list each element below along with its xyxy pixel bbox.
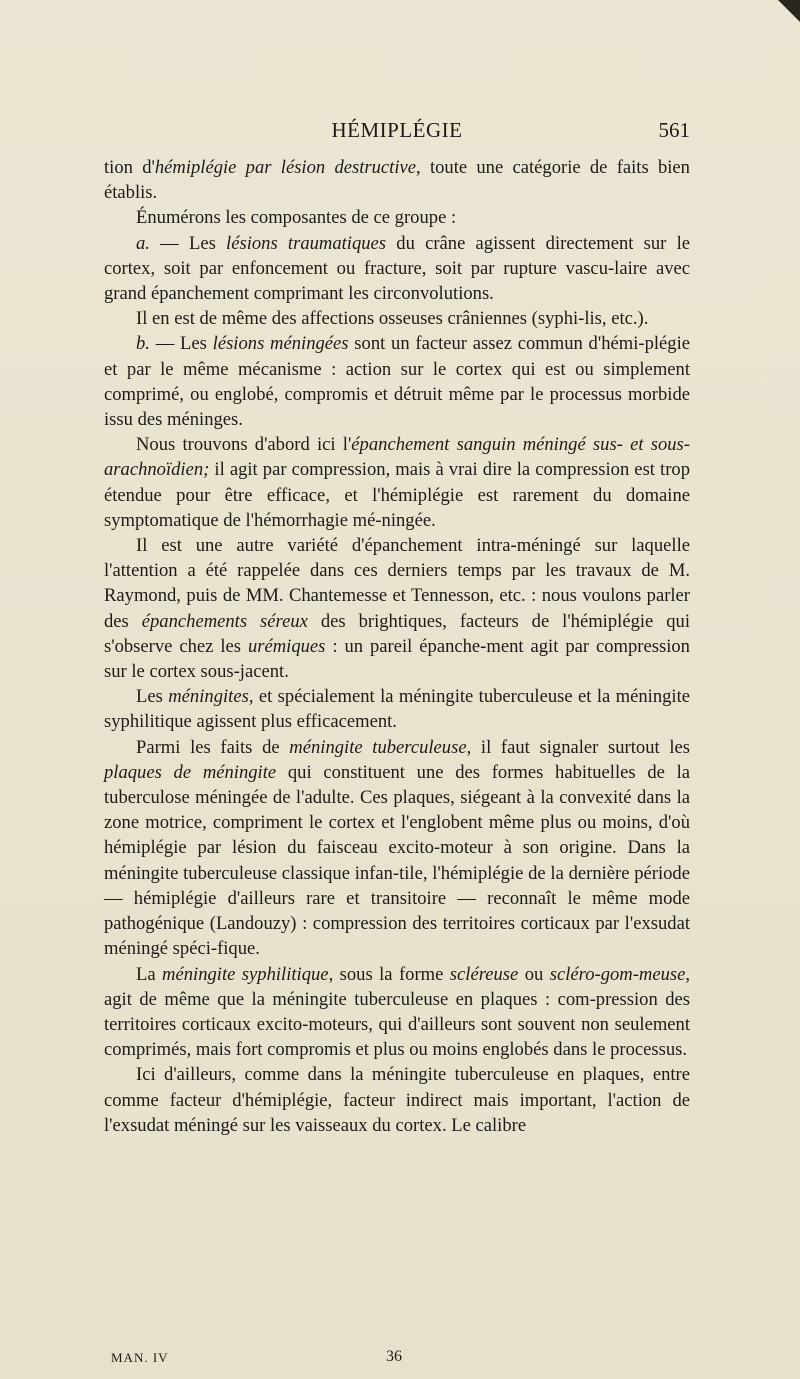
text-run: Parmi les faits de [136, 736, 290, 758]
body-text [104, 155, 690, 1138]
text-run: Nous trouvons d'abord ici l' [136, 434, 352, 456]
italic-text: méningite tuberculeuse [289, 736, 467, 758]
italic-text: plaques de méningite [104, 761, 277, 783]
text-run: Ici d'ailleurs, comme dans la méningite tuberculeuse en plaques, entre comme facteur d'hémiplégie, facteur indirect mais important, l'action de l'exsudat méningé sur les vaisseaux du cortex. Le calibre [104, 1064, 690, 1136]
page-header [104, 118, 690, 148]
text-run: , il faut signaler surtout les [466, 736, 690, 758]
paragraph [104, 205, 690, 230]
paragraph [104, 306, 690, 331]
italic-text: épanchement sanguin méningé sus- et sous-arachnoïdien; [104, 434, 690, 481]
text-run: Les [136, 686, 169, 708]
italic-text: épanchements séreux [141, 610, 308, 632]
paragraph [104, 735, 690, 962]
italic-text: b. [136, 333, 150, 355]
italic-text: méningites [168, 686, 249, 708]
printer-signature: MAN. IV [111, 1350, 169, 1365]
paragraph [104, 962, 690, 1063]
page-number: 561 [658, 118, 690, 142]
text-run: Il en est de même des affections osseuses crâniennes (syphi-lis, etc.). [136, 308, 649, 330]
running-head: HÉMIPLÉGIE [331, 118, 463, 142]
italic-text: lésions méningées [212, 333, 349, 355]
paragraph [104, 155, 690, 205]
text-run: sont un facteur assez commun d'hémi-plégie et par le même mécanisme : action sur le cortex qui est ou simplement comprimé, ou englobé, compromis et détruit même par le processus morbide issu des méninges. [104, 333, 690, 431]
text-run: Énumérons les composantes de ce groupe : [136, 207, 457, 229]
italic-text: scléro-gom-meuse [549, 963, 686, 985]
paragraph [104, 1062, 690, 1138]
text-run: La [136, 963, 163, 985]
page-corner-mark [778, 0, 800, 22]
text-run: : un pareil épanche-ment agit par compression sur le cortex sous-jacent. [104, 635, 690, 683]
text-run: qui constituent une des formes habituelles de la tuberculose méningée de l'adulte. Ces plaques, siégeant à la convexité dans la zone motrice, compriment le cortex et l'englobent même plus ou moins, d'où hémiplégie par lésion du faisceau excito-moteur à son origine. Dans la méningite tuberculeuse classique infan-tile, l'hémiplégie de la dernière période — hémiplégie d'ailleurs rare et transitoire — reconnaît le même mode pathogénique (Landouzy) : compression des territoires corticaux par l'exsudat méningé spéci-fique. [104, 761, 691, 960]
italic-text: lésions traumatiques [226, 232, 387, 254]
paragraph [104, 231, 690, 307]
text-run: , toute une catégorie de faits bien établis. [104, 157, 690, 204]
text-run: , sous la forme [328, 963, 450, 985]
text-run: ou [518, 963, 550, 985]
text-run: — Les [149, 232, 227, 254]
page-footer [104, 1350, 690, 1370]
italic-text: urémiques [247, 635, 326, 657]
paragraph [104, 432, 690, 533]
text-run: il agit par compression, mais à vrai dire la compression est trop étendue pour être efficace, et l'hémiplégie est rarement du domaine symptomatique de l'hémorrhagie mé-ningée. [104, 459, 690, 531]
italic-text: méningite syphilitique [162, 963, 329, 985]
italic-text: scléreuse [449, 963, 519, 985]
text-run: , agit de même que la méningite tuberculeuse en plaques : com-pression des territoires corticaux excito-moteurs, qui d'ailleurs sont souvent non seulement comprimés, mais fort compromis et plus ou moins englobés dans le processus. [104, 963, 691, 1061]
text-run: du crâne agissent directement sur le cortex, soit par enfoncement ou fracture, soit par rupture vascu-laire avec grand épanchement comprimant les circonvolutions. [104, 232, 691, 305]
sheet-number: 36 [386, 1348, 402, 1365]
text-run: tion d' [104, 157, 155, 178]
paragraph [104, 684, 690, 734]
paragraph [104, 533, 690, 684]
text-run: — Les [149, 333, 213, 355]
italic-text: hémiplégie par lésion destructive [154, 157, 417, 178]
text-run: des brightiques, facteurs de l'hémiplégie qui s'observe chez les [104, 610, 691, 657]
paragraph [104, 331, 690, 432]
text-run: , et spécialement la méningite tuberculeuse et la méningite syphilitique agissent plus efficacement. [104, 686, 690, 733]
text-run: Il est une autre variété d'épanchement intra-méningé sur laquelle l'attention a été rappelée dans ces derniers temps par les travaux de M. Raymond, puis de MM. Chantemesse et Tennesson, etc. : nous voulons parler des [104, 535, 690, 632]
italic-text: a. [136, 232, 150, 254]
